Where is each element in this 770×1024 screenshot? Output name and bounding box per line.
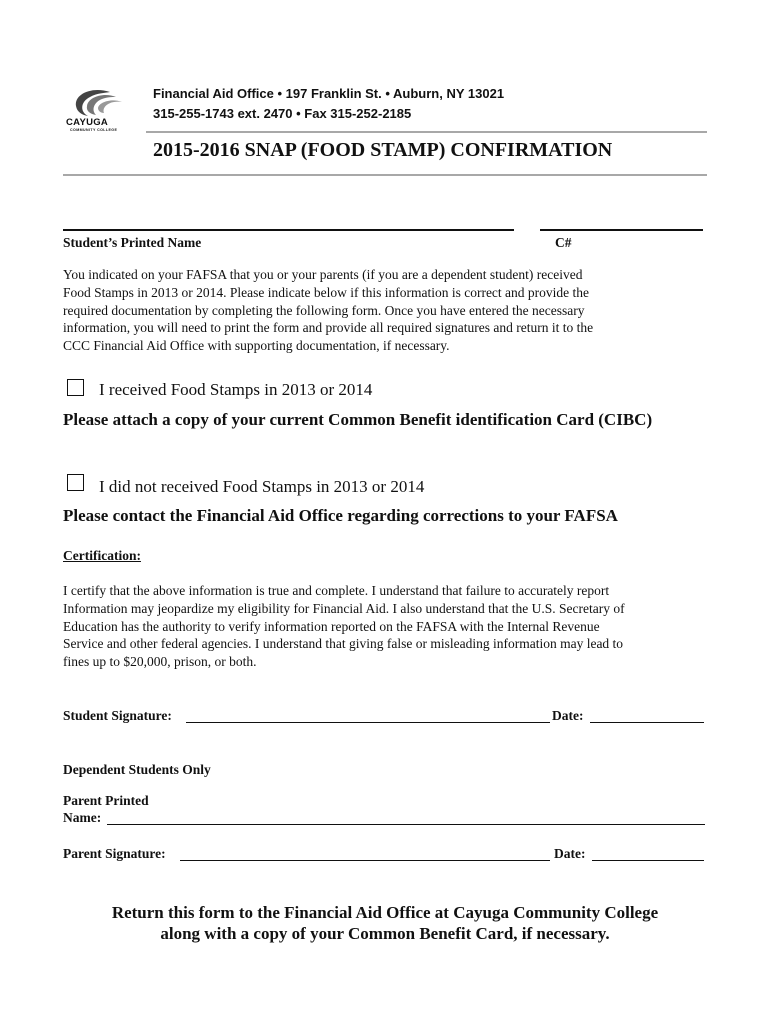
parent-date-line[interactable]	[592, 860, 704, 861]
certification-line: fines up to $20,000, prison, or both.	[63, 654, 257, 670]
contact-office-instruction: Please contact the Financial Aid Office regarding corrections to your FAFSA	[63, 506, 618, 525]
certification-heading: Certification:	[63, 548, 141, 563]
parent-date-label: Date:	[554, 846, 586, 861]
student-name-line[interactable]	[63, 229, 514, 231]
office-address: Financial Aid Office • 197 Franklin St. • Auburn, NY 13021	[153, 86, 505, 101]
logo-subtitle: COMMUNITY COLLEGE	[70, 128, 118, 132]
parent-signature-line[interactable]	[180, 860, 550, 861]
student-date-line[interactable]	[590, 722, 704, 723]
student-signature-label: Student Signature:	[63, 708, 172, 723]
return-line-1: Return this form to the Financial Aid Office at Cayuga Community College	[111, 903, 659, 922]
attach-cibc-instruction: Please attach a copy of your current Common Benefit identification Card (CIBC)	[63, 410, 653, 429]
certification-line: Education has the authority to verify information reported on the FAFSA with the Internal Revenue	[63, 618, 600, 634]
title-divider	[63, 174, 707, 176]
student-name-label: Student’s Printed Name	[63, 235, 202, 250]
certification-line: I certify that the above information is true and complete. I understand that failure to accurately report	[63, 583, 610, 598]
not-received-food-stamps-checkbox[interactable]	[67, 474, 84, 491]
not-received-food-stamps-label: I did not received Food Stamps in 2013 or 2014	[99, 477, 425, 496]
intro-line: CCC Financial Aid Office with supporting documentation, if necessary.	[63, 338, 450, 354]
student-id-line[interactable]	[540, 229, 703, 231]
intro-paragraph	[63, 266, 713, 355]
dependent-students-heading: Dependent Students Only	[63, 762, 211, 777]
received-food-stamps-label: I received Food Stamps in 2013 or 2014	[99, 380, 373, 399]
parent-printed-name-line[interactable]	[107, 824, 705, 825]
parent-signature-label: Parent Signature:	[63, 846, 166, 861]
received-food-stamps-checkbox[interactable]	[67, 379, 84, 396]
student-id-label: C#	[555, 235, 572, 250]
parent-printed-name-label: Parent Printed	[63, 793, 149, 808]
certification-paragraph	[63, 582, 723, 671]
student-date-label: Date:	[552, 708, 584, 723]
parent-printed-name-label-cont: Name:	[63, 810, 102, 825]
intro-line: Food Stamps in 2013 or 2014. Please indicate below if this information is correct and provide the	[63, 284, 590, 300]
certification-line: Information may jeopardize my eligibility for Financial Aid. I also understand that the U.S. Secretary of	[63, 600, 625, 616]
intro-line: information, you will need to print the form and provide all required signatures and return it to the	[63, 320, 594, 336]
return-instructions	[60, 902, 710, 944]
office-phone: 315-255-1743 ext. 2470 • Fax 315-252-2185	[153, 106, 412, 121]
certification-line: Service and other federal agencies. I understand that giving false or misleading information may lead to	[63, 636, 624, 652]
student-signature-line[interactable]	[186, 722, 550, 723]
header-divider	[146, 131, 707, 133]
intro-line: You indicated on your FAFSA that you or your parents (if you are a dependent student) received	[63, 267, 583, 282]
intro-line: required documentation by completing the following form. Once you have entered the necessary	[63, 302, 585, 318]
return-line-2: along with a copy of your Common Benefit Card, if necessary.	[160, 924, 610, 943]
logo-name: CAYUGA	[66, 117, 109, 128]
page-title: 2015-2016 SNAP (FOOD STAMP) CONFIRMATION	[153, 139, 613, 161]
